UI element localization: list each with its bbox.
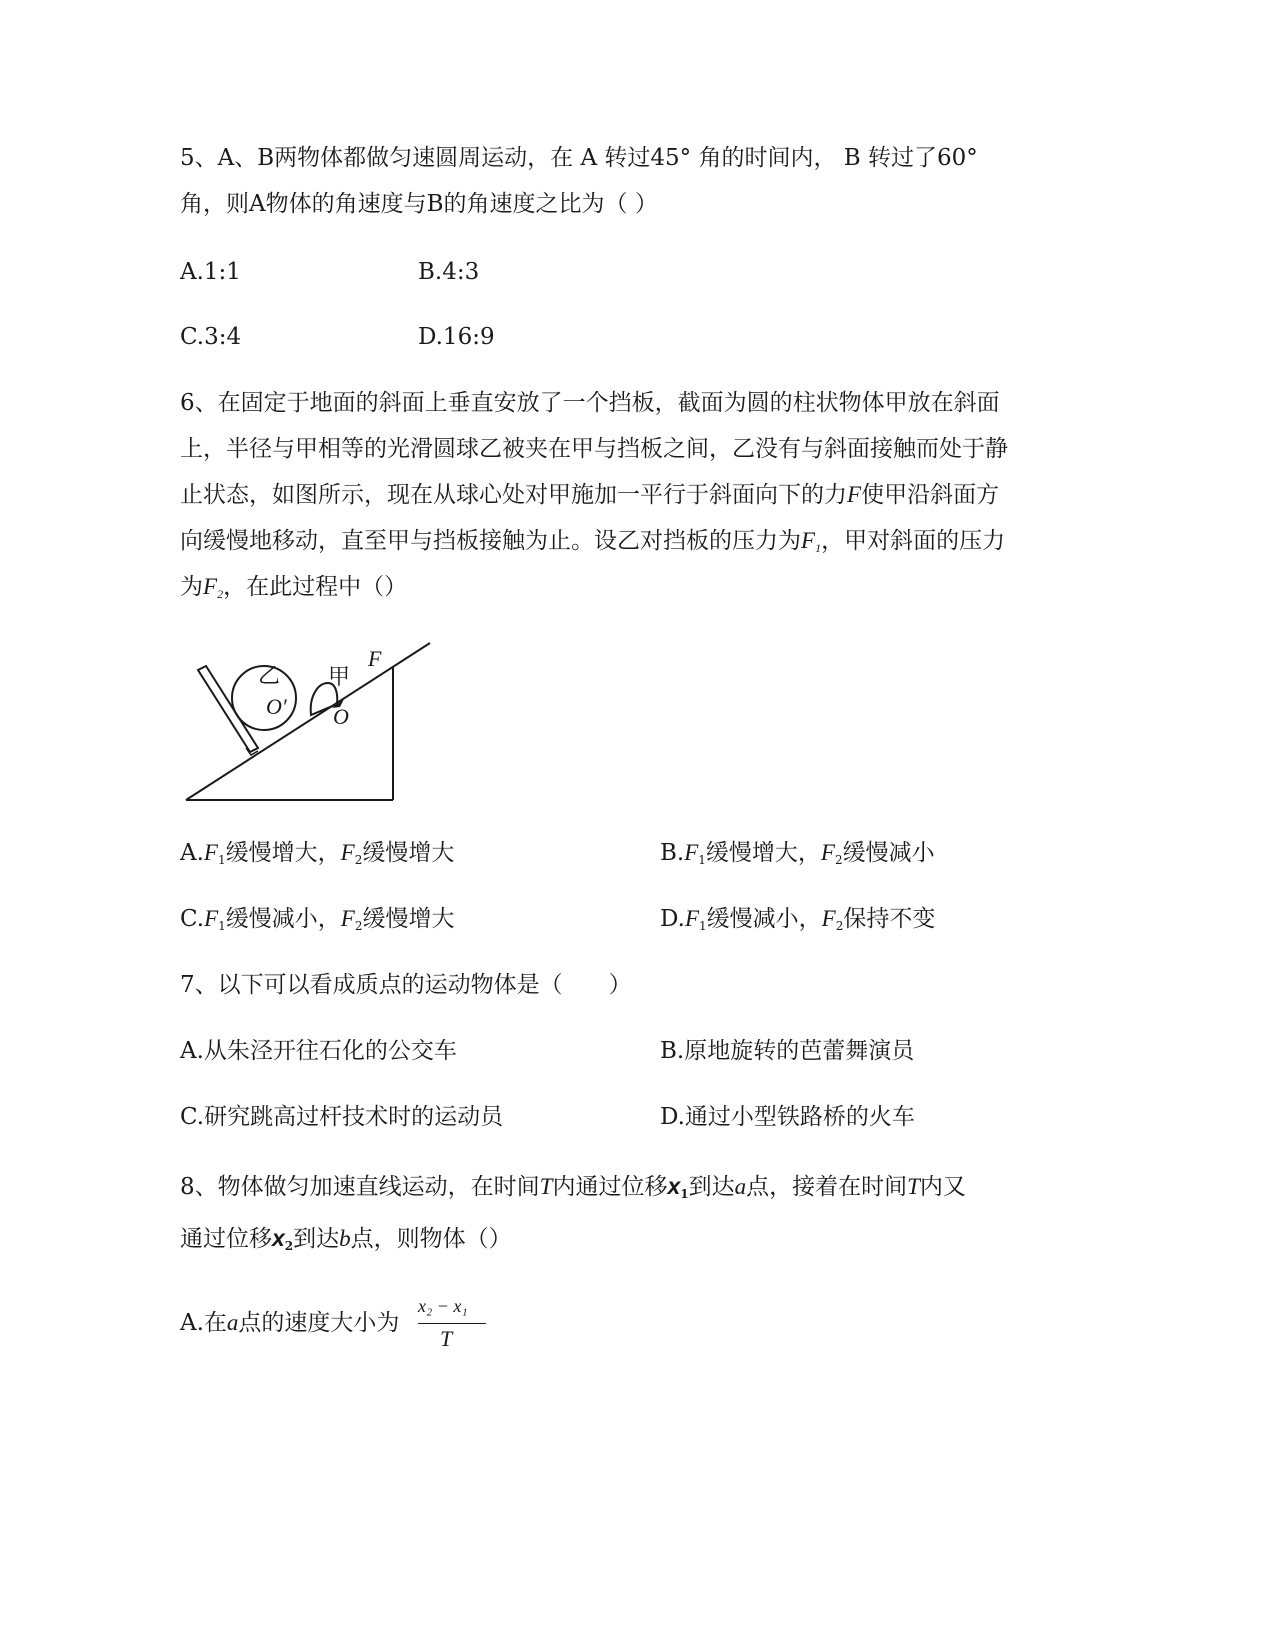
q5-line-2: 角，则A物体的角速度与B的角速度之比为（ ） bbox=[180, 191, 658, 217]
q5-option-a: A.1:1 bbox=[180, 259, 241, 285]
q6-option-b: $B.F_1$缓慢增大，$F_2$缓慢减小 bbox=[660, 840, 935, 867]
q7-option-b: B.原地旋转的芭蕾舞演员 bbox=[660, 1038, 915, 1064]
label-jia: 甲 bbox=[328, 665, 351, 690]
q5-line-1: 5、A、B两物体都做匀速圆周运动，在 A 转过45° 角的时间内， B 转过了60° bbox=[180, 145, 978, 171]
q6-f1: $F_1$ bbox=[801, 528, 822, 555]
q6-line-4-text-b: ，甲对斜面的压力 bbox=[821, 528, 1006, 554]
q6-line-2: 上，半径与甲相等的光滑圆球乙被夹在甲与挡板之间，乙没有与斜面接触而处于静 bbox=[180, 436, 1008, 462]
q7-option-d: D.通过小型铁路桥的火车 bbox=[660, 1104, 915, 1130]
q6-line-3 bbox=[180, 480, 999, 510]
q6-f2: $F_2$ bbox=[203, 574, 224, 601]
label-yi: 乙 bbox=[258, 664, 281, 689]
q6-line-3-text-a: 止状态，如图所示，现在从球心处对甲施加一平行于斜面向下的力 bbox=[180, 482, 847, 508]
q7-option-c: C.研究跳高过杆技术时的运动员 bbox=[180, 1104, 504, 1130]
q5-option-b: B.4:3 bbox=[418, 259, 480, 285]
q7-line-1: 7、以下可以看成质点的运动物体是（ ） bbox=[180, 972, 632, 998]
fraction-bar bbox=[418, 1323, 486, 1324]
baffle-plate bbox=[198, 666, 258, 752]
q8-option-a: A.在a点的速度大小为 bbox=[180, 1310, 400, 1336]
q6-option-c: $C.F_1$缓慢减小，$F_2$缓慢增大 bbox=[180, 906, 455, 933]
q7-option-a: A.从朱泾开往石化的公交车 bbox=[180, 1038, 457, 1064]
q6-option-a: $A.F_1$缓慢增大，$F_2$缓慢增大 bbox=[180, 840, 455, 867]
q6-line-1: 6、在固定于地面的斜面上垂直安放了一个挡板，截面为圆的柱状物体甲放在斜面 bbox=[180, 390, 1000, 416]
q6-line-5-text-a: 为 bbox=[180, 574, 203, 600]
q6-option-d: $D.F_1$缓慢减小，$F_2$保持不变 bbox=[660, 906, 936, 933]
fraction-denominator: T bbox=[440, 1326, 453, 1351]
label-f: F bbox=[368, 646, 382, 671]
incline-figure bbox=[180, 636, 440, 808]
label-o-prime: O′ bbox=[266, 694, 287, 719]
q8-line-2: 通过位移$x_2$到达b点，则物体（） bbox=[180, 1225, 512, 1253]
q8-line-1: 8、物体做匀加速直线运动，在时间T内通过位移$x_1$到达a点，接着在时间T内又 bbox=[180, 1173, 966, 1201]
q6-line-4 bbox=[180, 526, 1005, 563]
fraction-numerator: x₂ − x₁ bbox=[418, 1296, 468, 1316]
q5-option-d: D.16:9 bbox=[418, 324, 495, 350]
q6-force-f: F bbox=[847, 482, 862, 507]
q6-line-5 bbox=[180, 572, 407, 609]
q8-fraction bbox=[418, 1296, 488, 1356]
q6-line-4-text-a: 向缓慢地移动，直至甲与挡板接触为止。设乙对挡板的压力为 bbox=[180, 528, 801, 554]
q5-option-c: C.3:4 bbox=[180, 324, 242, 350]
q6-line-5-text-b: ，在此过程中（） bbox=[223, 574, 408, 600]
label-o: O bbox=[333, 704, 349, 729]
q6-line-3-text-b: 使甲沿斜面方 bbox=[861, 482, 1000, 508]
